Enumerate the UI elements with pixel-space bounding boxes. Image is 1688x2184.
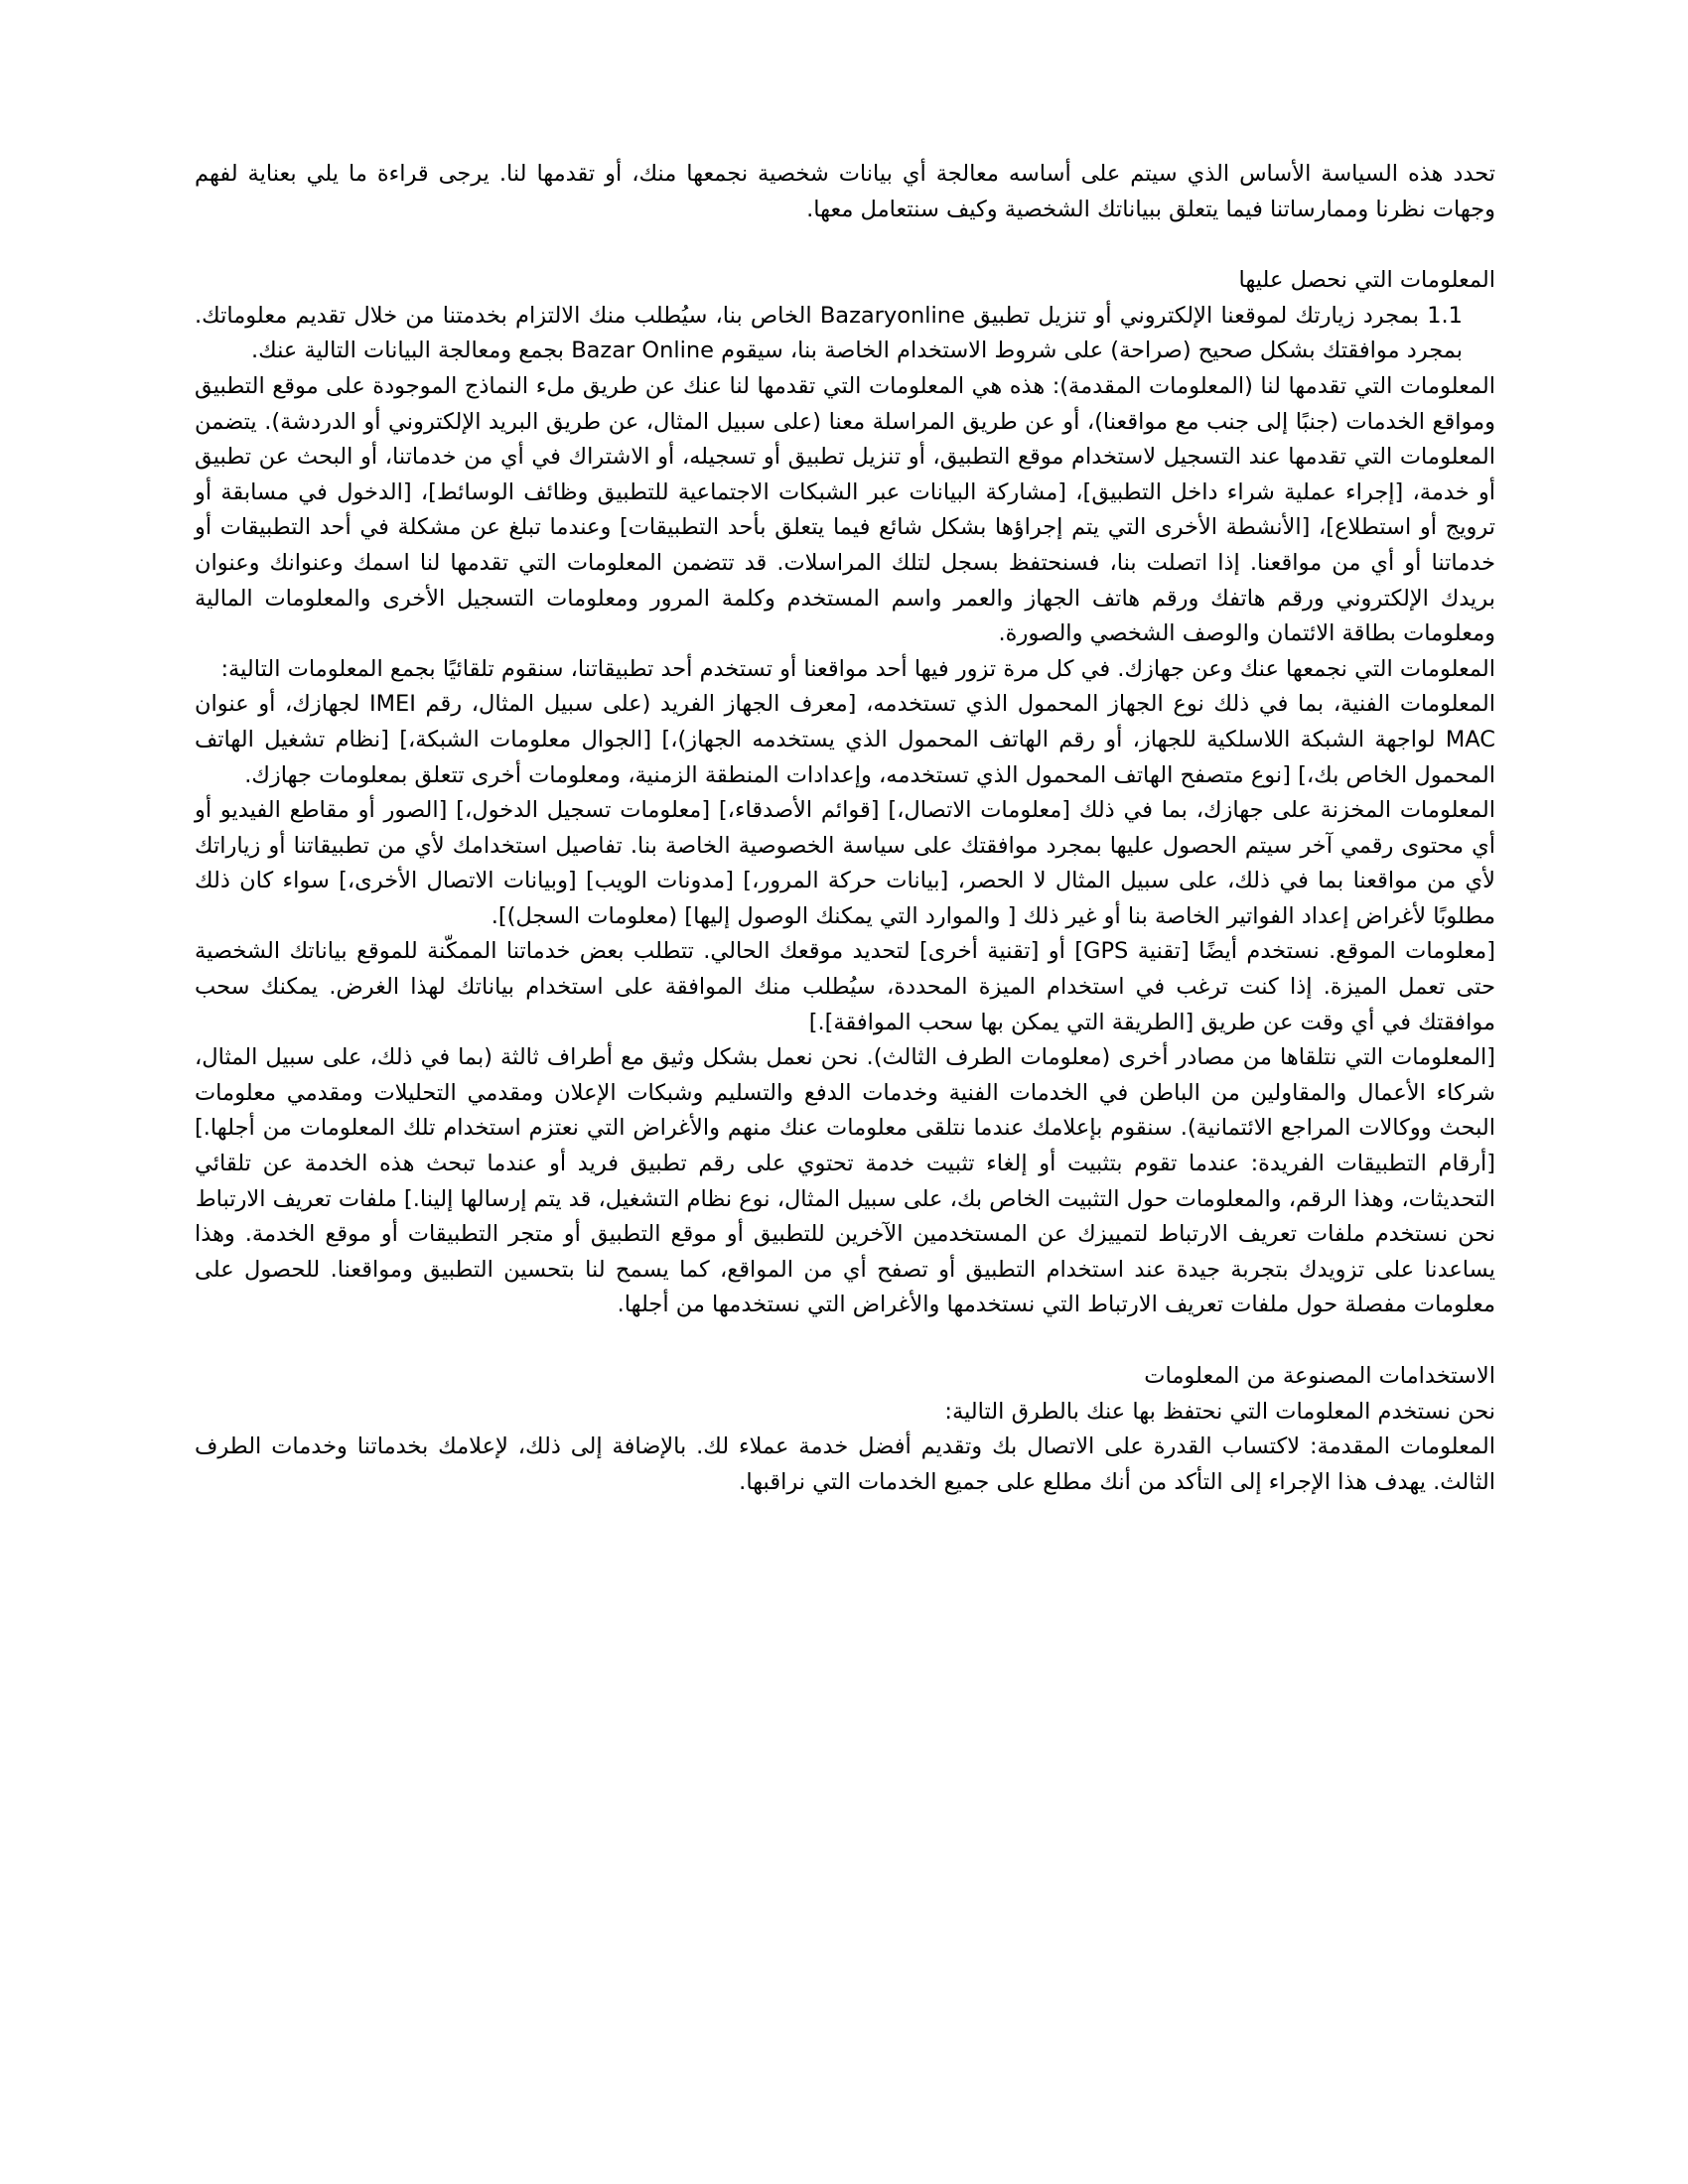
document-body [195, 157, 1495, 1500]
paragraph-uses-submitted-information: المعلومات المقدمة: لاكتساب القدرة على الاتصال بك وتقديم أفضل خدمة عملاء لك. بالإضافة إلى ذلك، لإعلامك بخدماتنا وخدمات الطرف الثالث. يهدف هذا الإجراء إلى التأكد من أنك مطلع على جميع الخدمات التي نراقبها. [195, 1433, 1495, 1495]
spacer [195, 227, 1495, 263]
paragraph-third-party-information: [المعلومات التي نتلقاها من مصادر أخرى (معلومات الطرف الثالث). نحن نعمل بشكل وثيق مع أطراف ثالثة (بما في ذلك، على سبيل المثال، شركاء الأعمال والمقاولين من الباطن في الخدمات الفنية وخدمات الدفع والتسليم وشبكات الإعلان ومقدمي التحليلات ومقدمي معلومات البحث ووكالات المراجع الائتمانية). سنقوم بإعلامك عندما نتلقى معلومات عنك منهم والأغراض التي نعتزم استخدام تلك المعلومات من أجلها.] [أرقام التطبيقات الفريدة: عندما تقوم بتثبيت أو إلغاء تثبيت خدمة تحتوي على رقم تطبيق فريد أو عندما تبحث هذه الخدمة عن تلقائي التحديثات، وهذا الرقم، والمعلومات حول التثبيت الخاص بك، على سبيل المثال، نوع نظام التشغيل، قد يتم إرسالها إلينا.] ملفات تعريف الارتباط [195, 1044, 1495, 1212]
section-heading-information-collected: المعلومات التي نحصل عليها [1238, 267, 1495, 294]
intro-paragraph: تحدد هذه السياسة الأساس الذي سيتم على أساسه معالجة أي بيانات شخصية نجمعها منك، أو تقدمها لنا. يرجى قراءة ما يلي بعناية لفهم وجهات نظرنا وممارساتنا فيما يتعلق ببياناتك الشخصية وكيف سنتعامل معها. [195, 161, 1495, 222]
paragraph-1-1: 1.1 بمجرد زيارتك لموقعنا الإلكتروني أو تنزيل تطبيق Bazaryonline الخاص بنا، سيُطلب منك الالتزام بخدمتنا من خلال تقديم معلوماتك. بمجرد موافقتك بشكل صحيح (صراحة) على شروط الاستخدام الخاصة بنا، سيقوم Bazar Online بجمع ومعالجة البيانات التالية عنك. [195, 302, 1463, 364]
paragraph-location-information: [معلومات الموقع. نستخدم أيضًا [تقنية GPS] أو [تقنية أخرى] لتحديد موقعك الحالي. تتطلب بعض خدماتنا الممكّنة للموقع بياناتك الشخصية حتى تعمل الميزة. إذا كنت ترغب في استخدام الميزة المحددة، سيُطلب منك الموافقة على استخدام بياناتك لهذا الغرض. يمكنك سحب موافقتك في أي وقت عن طريق [الطريقة التي يمكن بها سحب الموافقة].] [195, 938, 1495, 1035]
paragraph-technical-information: المعلومات الفنية، بما في ذلك نوع الجهاز المحمول الذي تستخدمه، [معرف الجهاز الفريد (على سبيل المثال، رقم IMEI لجهازك، أو عنوان MAC لواجهة الشبكة اللاسلكية للجهاز، أو رقم الهاتف المحمول الذي يستخدمه الجهاز)،] [الجوال معلومات الشبكة،] [نظام تشغيل الهاتف المحمول الخاص بك،] [نوع متصفح الهاتف المحمول الذي تستخدمه، وإعدادات المنطقة الزمنية، ومعلومات أخرى تتعلق بمعلومات جهازك. [195, 691, 1496, 788]
section-heading-uses-of-information: الاستخدامات المصنوعة من المعلومات [1144, 1363, 1495, 1389]
paragraph-uses-intro: نحن نستخدم المعلومات التي نحتفظ بها عنك بالطرق التالية: [944, 1398, 1495, 1425]
paragraph-device-information: المعلومات التي نجمعها عنك وعن جهازك. في كل مرة تزور فيها أحد مواقعنا أو تستخدم أحد تطبيقاتنا، سنقوم تلقائيًا بجمع المعلومات التالية: [220, 655, 1495, 682]
spacer [195, 1323, 1495, 1359]
paragraph-submitted-information: المعلومات التي تقدمها لنا (المعلومات المقدمة): هذه هي المعلومات التي تقدمها لنا عنك عن طريق ملء النماذج الموجودة على موقع التطبيق ومواقع الخدمات (جنبًا إلى جنب مع مواقعنا)، أو عن طريق المراسلة معنا (على سبيل المثال، عن طريق البريد الإلكتروني أو الدردشة). يتضمن المعلومات التي تقدمها عند التسجيل لاستخدام موقع التطبيق، أو تنزيل تطبيق أو تسجيله، أو الاشتراك في أي من خدماتنا، أو البحث عن تطبيق أو خدمة، [إجراء عملية شراء داخل التطبيق]، [مشاركة البيانات عبر الشبكات الاجتماعية للتطبيق وظائف الوسائط]، [الدخول في مسابقة أو ترويج أو استطلاع]، [الأنشطة الأخرى التي يتم إجراؤها بشكل شائع فيما يتعلق بأحد التطبيقات] وعندما تبلغ عن مشكلة في أحد التطبيقات أو خدماتنا أو أي من مواقعنا. إذا اتصلت بنا، فسنحتفظ بسجل لتلك المراسلات. قد تتضمن المعلومات التي تقدمها لنا اسمك وعنوانك وعنوان بريدك الإلكتروني ورقم هاتفك ورقم هاتف الجهاز والعمر واسم المستخدم وكلمة المرور ومعلومات التسجيل الأخرى والمعلومات المالية ومعلومات بطاقة الائتمان والوصف الشخصي والصورة. [195, 372, 1495, 647]
paragraph-cookies: نحن نستخدم ملفات تعريف الارتباط لتمييزك عن المستخدمين الآخرين للتطبيق أو موقع التطبيق أو متجر التطبيقات أو موقع الخدمة. وهذا يساعدنا على تزويدك بتجربة جيدة عند استخدام التطبيق أو تصفح أي من المواقع، كما يسمح لنا بتحسين التطبيق ومواقعنا. للحصول على معلومات مفصلة حول ملفات تعريف الارتباط التي نستخدمها والأغراض التي نستخدمها من أجلها. [195, 1221, 1495, 1318]
paragraph-stored-information: المعلومات المخزنة على جهازك، بما في ذلك [معلومات الاتصال،] [قوائم الأصدقاء،] [معلومات تسجيل الدخول،] [الصور أو مقاطع الفيديو أو أي محتوى رقمي آخر سيتم الحصول عليها بمجرد موافقتك على سياسة الخصوصية الخاصة بنا. تفاصيل استخدامك لأي من تطبيقاتنا أو زياراتك لأي من مواقعنا بما في ذلك، على سبيل المثال لا الحصر، [بيانات حركة المرور،] [مدونات الويب] [وبيانات الاتصال الأخرى،] سواء كان ذلك مطلوبًا لأغراض إعداد الفواتير الخاصة بنا أو غير ذلك [ والموارد التي يمكنك الوصول إليها] (معلومات السجل)]. [195, 797, 1495, 929]
